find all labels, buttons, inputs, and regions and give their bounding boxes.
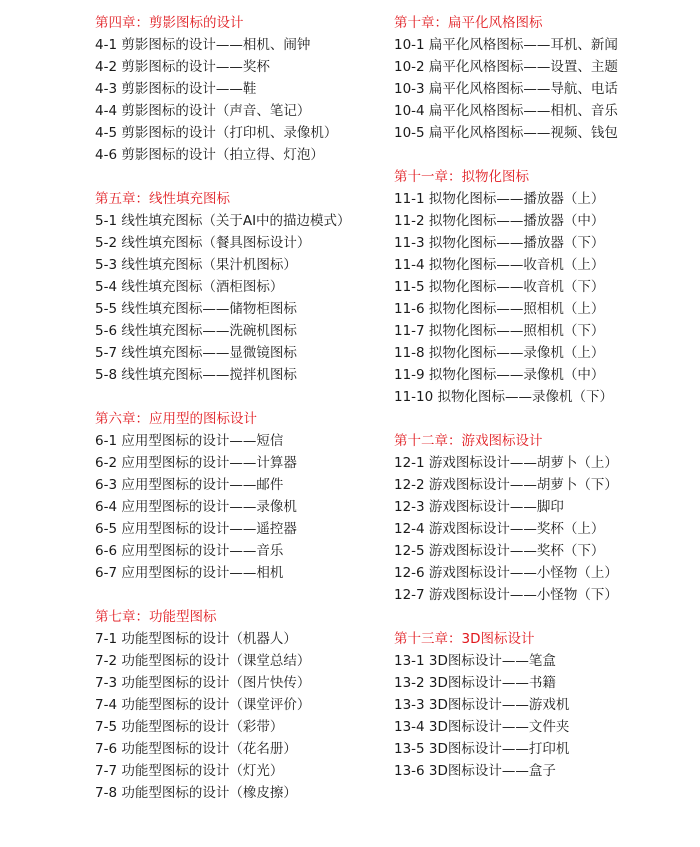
chapter-section [394,628,694,782]
lesson-item: 12-4 游戏图标设计——奖杯（上） [394,521,605,537]
lesson-item: 6-5 应用型图标的设计——遥控器 [95,521,297,537]
lesson-item: 7-3 功能型图标的设计（图片快传） [95,675,311,691]
chapter-heading: 第四章：剪影图标的设计 [95,15,244,31]
lesson-item: 10-1 扁平化风格图标——耳机、新闻 [394,37,618,53]
lesson-item: 13-2 3D图标设计——书籍 [394,675,556,691]
lesson-item: 4-3 剪影图标的设计——鞋 [95,81,257,97]
lesson-item: 7-7 功能型图标的设计（灯光） [95,763,284,779]
chapter-heading: 第十章：扁平化风格图标 [394,15,543,31]
lesson-item: 7-2 功能型图标的设计（课堂总结） [95,653,311,669]
lesson-item: 4-4 剪影图标的设计（声音、笔记） [95,103,311,119]
lesson-item: 10-2 扁平化风格图标——设置、主题 [394,59,618,75]
left-column [95,12,385,826]
lesson-item: 11-5 拟物化图标——收音机（下） [394,279,605,295]
lesson-item: 11-7 拟物化图标——照相机（下） [394,323,605,339]
chapter-section [394,166,694,408]
lesson-item: 5-8 线性填充图标——搅拌机图标 [95,367,297,383]
lesson-item: 10-4 扁平化风格图标——相机、音乐 [394,103,618,119]
chapter-heading: 第十二章：游戏图标设计 [394,433,543,449]
lesson-item: 11-4 拟物化图标——收音机（上） [394,257,605,273]
chapter-heading: 第六章：应用型的图标设计 [95,411,257,427]
lesson-item: 4-6 剪影图标的设计（拍立得、灯泡） [95,147,324,163]
lesson-item: 11-2 拟物化图标——播放器（中） [394,213,605,229]
lesson-item: 7-5 功能型图标的设计（彩带） [95,719,284,735]
lesson-item: 4-5 剪影图标的设计（打印机、录像机） [95,125,338,141]
lesson-item: 11-10 拟物化图标——录像机（下） [394,389,614,405]
lesson-item: 12-5 游戏图标设计——奖杯（下） [394,543,605,559]
lesson-item: 4-2 剪影图标的设计——奖杯 [95,59,270,75]
lesson-item: 13-6 3D图标设计——盒子 [394,763,556,779]
lesson-item: 5-7 线性填充图标——显微镜图标 [95,345,297,361]
lesson-item: 11-9 拟物化图标——录像机（中） [394,367,605,383]
lesson-item: 13-3 3D图标设计——游戏机 [394,697,570,713]
lesson-item: 11-6 拟物化图标——照相机（上） [394,301,605,317]
lesson-item: 6-6 应用型图标的设计——音乐 [95,543,284,559]
lesson-item: 6-4 应用型图标的设计——录像机 [95,499,297,515]
chapter-heading: 第五章：线性填充图标 [95,191,230,207]
chapter-section [95,606,385,804]
lesson-item: 5-3 线性填充图标（果汁机图标） [95,257,297,273]
lesson-item: 7-1 功能型图标的设计（机器人） [95,631,297,647]
lesson-item: 5-1 线性填充图标（关于AI中的描边模式） [95,213,351,229]
lesson-item: 10-5 扁平化风格图标——视频、钱包 [394,125,618,141]
right-column [394,12,694,804]
lesson-item: 12-2 游戏图标设计——胡萝卜（下） [394,477,618,493]
lesson-item: 6-2 应用型图标的设计——计算器 [95,455,297,471]
lesson-item: 7-4 功能型图标的设计（课堂评价） [95,697,311,713]
chapter-heading: 第十三章：3D图标设计 [394,631,535,647]
lesson-item: 6-1 应用型图标的设计——短信 [95,433,284,449]
lesson-item: 11-3 拟物化图标——播放器（下） [394,235,605,251]
chapter-section [394,430,694,606]
chapter-heading: 第十一章：拟物化图标 [394,169,529,185]
chapter-section [95,12,385,166]
lesson-item: 7-6 功能型图标的设计（花名册） [95,741,297,757]
lesson-item: 6-7 应用型图标的设计——相机 [95,565,284,581]
lesson-item: 12-6 游戏图标设计——小怪物（上） [394,565,618,581]
chapter-heading: 第七章：功能型图标 [95,609,217,625]
lesson-item: 7-8 功能型图标的设计（橡皮擦） [95,785,297,801]
lesson-item: 5-6 线性填充图标——洗碗机图标 [95,323,297,339]
lesson-item: 13-5 3D图标设计——打印机 [394,741,570,757]
lesson-item: 10-3 扁平化风格图标——导航、电话 [394,81,618,97]
chapter-section [95,408,385,584]
lesson-item: 12-7 游戏图标设计——小怪物（下） [394,587,618,603]
lesson-item: 5-2 线性填充图标（餐具图标设计） [95,235,311,251]
lesson-item: 11-8 拟物化图标——录像机（上） [394,345,605,361]
lesson-item: 4-1 剪影图标的设计——相机、闹钟 [95,37,311,53]
lesson-item: 6-3 应用型图标的设计——邮件 [95,477,284,493]
lesson-item: 12-1 游戏图标设计——胡萝卜（上） [394,455,618,471]
chapter-section [95,188,385,386]
lesson-item: 11-1 拟物化图标——播放器（上） [394,191,605,207]
lesson-item: 13-4 3D图标设计——文件夹 [394,719,570,735]
chapter-section [394,12,694,144]
lesson-item: 5-4 线性填充图标（酒柜图标） [95,279,284,295]
lesson-item: 13-1 3D图标设计——笔盒 [394,653,556,669]
lesson-item: 5-5 线性填充图标——储物柜图标 [95,301,297,317]
lesson-item: 12-3 游戏图标设计——脚印 [394,499,564,515]
